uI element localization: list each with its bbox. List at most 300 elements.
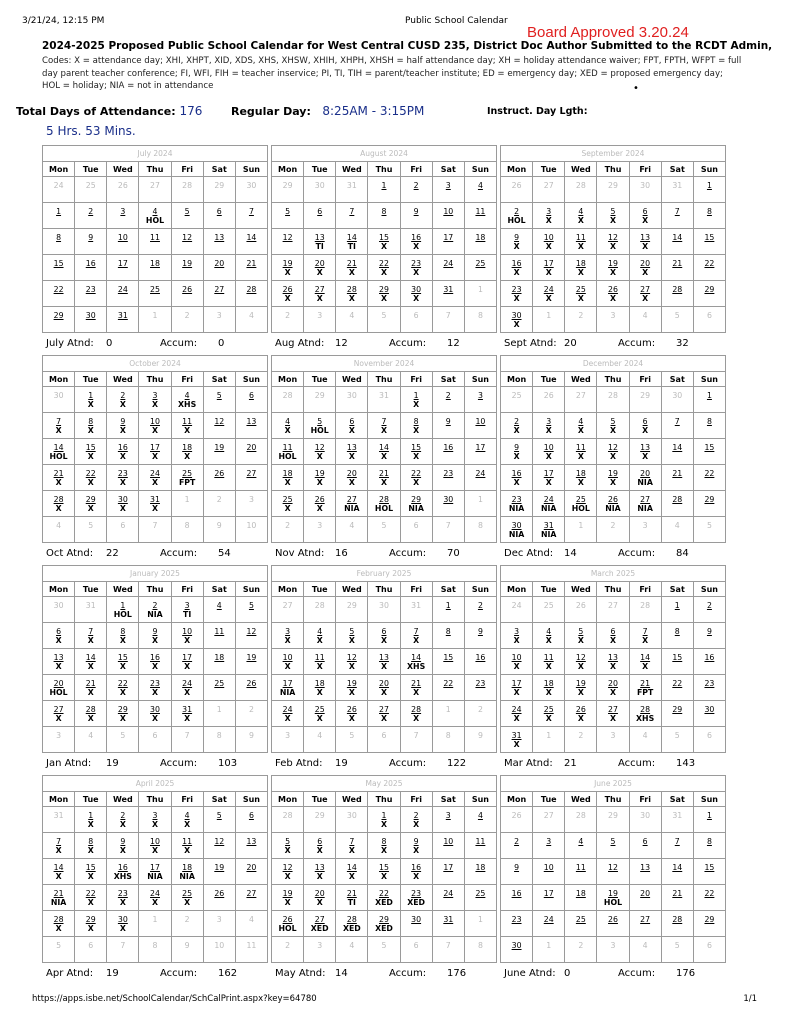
day-number: 28: [53, 915, 64, 924]
month-attendance-summary: [46, 548, 276, 562]
day-code: X: [87, 820, 94, 829]
day-cell: [597, 255, 629, 281]
day-cell: [565, 623, 597, 649]
day-code: XHS: [113, 872, 132, 881]
day-number: 4: [88, 731, 94, 740]
day-code: X: [577, 216, 584, 225]
day-number: 22: [443, 679, 454, 688]
day-number: 7: [120, 941, 126, 950]
day-cell: [43, 203, 75, 229]
day-number: 8: [56, 233, 62, 242]
day-cell: [139, 885, 171, 911]
day-number: 28: [608, 391, 618, 400]
week-row: [272, 597, 497, 623]
day-cell: [629, 177, 661, 203]
day-cell: [75, 675, 107, 701]
day-cell: [368, 597, 400, 623]
day-code: FPT: [636, 688, 654, 697]
atnd-value: 14: [564, 548, 577, 559]
weekday-header: Sun: [235, 582, 267, 597]
day-number: 27: [543, 811, 554, 820]
day-cell: [533, 885, 565, 911]
day-cell: [629, 439, 661, 465]
day-code: NIA: [344, 504, 360, 513]
accum-value: 122: [447, 758, 467, 769]
day-code: X: [284, 846, 291, 855]
day-cell: [629, 491, 661, 517]
day-code: X: [87, 478, 94, 487]
weekday-header: Tue: [304, 792, 336, 807]
day-number: 24: [543, 915, 554, 924]
month-grid: [271, 791, 497, 963]
day-cell: [432, 281, 464, 307]
day-number: 30: [150, 705, 160, 714]
day-code: X: [87, 400, 94, 409]
day-code: HOL: [571, 504, 590, 513]
month-name: October 2024: [42, 355, 268, 371]
day-cell: [235, 885, 267, 911]
day-cell: [533, 387, 565, 413]
day-number: 25: [475, 259, 486, 268]
day-cell: [75, 281, 107, 307]
day-cell: [432, 491, 464, 517]
week-row: [43, 517, 268, 543]
month-grid: [42, 581, 268, 753]
day-cell: [533, 859, 565, 885]
day-cell: [171, 885, 203, 911]
day-number: 5: [56, 941, 62, 950]
day-number: 15: [672, 653, 683, 662]
day-number: 2: [152, 601, 158, 610]
weekday-header: Fri: [171, 792, 203, 807]
week-row: [272, 859, 497, 885]
footer-page-number: 1/1: [743, 994, 757, 1004]
day-cell: [501, 203, 533, 229]
day-code: X: [577, 452, 584, 461]
day-number: 4: [349, 941, 355, 950]
day-cell: [501, 701, 533, 727]
day-number: 23: [475, 679, 486, 688]
day-number: 5: [674, 941, 680, 950]
day-cell: [171, 491, 203, 517]
regular-day-value: 8:25AM - 3:15PM: [322, 104, 425, 118]
day-number: 17: [511, 679, 522, 688]
day-number: 5: [248, 601, 254, 610]
day-number: 10: [117, 233, 128, 242]
day-cell: [597, 465, 629, 491]
day-cell: [629, 623, 661, 649]
day-number: 11: [150, 233, 160, 242]
day-cell: [43, 229, 75, 255]
day-number: 20: [640, 469, 651, 478]
day-code: X: [609, 426, 616, 435]
day-number: 6: [216, 207, 222, 216]
day-number: 14: [672, 863, 683, 872]
day-number: 17: [443, 863, 454, 872]
day-number: 13: [246, 417, 257, 426]
day-number: 7: [445, 521, 451, 530]
day-cell: [336, 649, 368, 675]
month-grid: [500, 791, 726, 963]
day-cell: [432, 937, 464, 963]
day-code: X: [316, 714, 323, 723]
day-number: 2: [413, 811, 419, 820]
day-number: 29: [704, 285, 715, 294]
day-number: 30: [411, 285, 422, 294]
day-cell: [203, 465, 235, 491]
day-cell: [139, 597, 171, 623]
day-number: 19: [214, 863, 225, 872]
day-number: 2: [120, 811, 126, 820]
day-number: 26: [511, 811, 522, 820]
weekday-header: Tue: [533, 162, 565, 177]
atnd-label: Feb Atnd:: [275, 758, 323, 769]
week-row: [501, 649, 726, 675]
day-number: 7: [349, 207, 355, 216]
day-number: 2: [413, 181, 419, 190]
day-cell: [597, 675, 629, 701]
atnd-value: 22: [106, 548, 119, 559]
day-cell: [139, 203, 171, 229]
day-cell: [336, 701, 368, 727]
day-number: 22: [85, 889, 96, 898]
day-cell: [693, 517, 725, 543]
day-cell: [400, 177, 432, 203]
day-cell: [235, 859, 267, 885]
day-code: X: [545, 478, 552, 487]
day-cell: [304, 413, 336, 439]
day-cell: [107, 859, 139, 885]
day-number: 5: [381, 311, 387, 320]
day-number: 24: [150, 889, 160, 898]
day-code: X: [513, 636, 520, 645]
day-code: X: [316, 268, 323, 277]
day-cell: [661, 203, 693, 229]
day-number: 8: [445, 627, 451, 636]
day-cell: [43, 491, 75, 517]
day-cell: [75, 255, 107, 281]
weekday-header: Sat: [432, 162, 464, 177]
day-number: 9: [120, 417, 126, 426]
day-number: 19: [282, 259, 293, 268]
weekday-header: Mon: [272, 372, 304, 387]
day-number: 11: [475, 837, 486, 846]
atnd-value: 19: [106, 758, 119, 769]
accum-label: Accum:: [160, 338, 198, 349]
day-number: 1: [674, 601, 680, 610]
day-cell: [235, 255, 267, 281]
day-code: X: [151, 504, 158, 513]
day-number: 28: [85, 705, 96, 714]
day-number: 16: [85, 259, 96, 268]
day-number: 14: [672, 443, 683, 452]
day-number: 4: [477, 181, 483, 190]
day-number: 11: [182, 417, 193, 426]
day-cell: [661, 885, 693, 911]
day-cell: [171, 229, 203, 255]
day-code: X: [513, 268, 520, 277]
day-number: 26: [117, 181, 128, 190]
day-cell: [75, 439, 107, 465]
day-number: 26: [575, 705, 586, 714]
day-cell: [400, 517, 432, 543]
weekday-header: Sun: [464, 372, 496, 387]
day-cell: [272, 281, 304, 307]
day-cell: [432, 255, 464, 281]
day-cell: [75, 623, 107, 649]
day-code: X: [545, 426, 552, 435]
day-code: NIA: [147, 610, 163, 619]
day-number: 2: [184, 311, 190, 320]
day-cell: [629, 413, 661, 439]
day-cell: [107, 623, 139, 649]
day-number: 25: [511, 391, 522, 400]
day-number: 22: [704, 259, 715, 268]
month-attendance-summary: [275, 758, 505, 772]
day-cell: [107, 229, 139, 255]
day-number: 13: [314, 233, 325, 242]
day-cell: [43, 307, 75, 333]
weekday-header: Thu: [597, 372, 629, 387]
day-cell: [629, 911, 661, 937]
day-number: 20: [314, 259, 325, 268]
day-number: 20: [346, 469, 357, 478]
day-cell: [203, 701, 235, 727]
day-number: 3: [152, 811, 158, 820]
day-cell: [43, 885, 75, 911]
day-cell: [533, 281, 565, 307]
day-cell: [693, 727, 725, 753]
day-cell: [501, 177, 533, 203]
day-code: X: [513, 320, 520, 329]
day-number: 4: [216, 601, 222, 610]
week-row: [272, 255, 497, 281]
day-code: X: [609, 216, 616, 225]
day-cell: [139, 649, 171, 675]
month-calendar: [271, 355, 497, 543]
day-code: X: [316, 294, 323, 303]
day-number: 14: [85, 653, 96, 662]
day-cell: [533, 623, 565, 649]
day-code: X: [151, 636, 158, 645]
day-code: X: [642, 452, 649, 461]
day-number: 12: [575, 653, 586, 662]
day-number: 5: [674, 731, 680, 740]
day-cell: [501, 597, 533, 623]
day-cell: [139, 413, 171, 439]
day-cell: [629, 701, 661, 727]
day-cell: [693, 649, 725, 675]
day-number: 4: [578, 207, 584, 216]
day-cell: [693, 229, 725, 255]
accum-value: 84: [676, 548, 689, 559]
day-cell: [171, 859, 203, 885]
day-cell: [565, 229, 597, 255]
day-cell: [693, 413, 725, 439]
day-number: 14: [346, 863, 357, 872]
day-number: 8: [674, 627, 680, 636]
accum-value: 162: [218, 968, 238, 979]
day-cell: [235, 307, 267, 333]
day-number: 20: [214, 259, 225, 268]
day-code: X: [284, 294, 291, 303]
day-cell: [464, 465, 496, 491]
accum-value: 143: [676, 758, 696, 769]
day-cell: [304, 517, 336, 543]
day-code: X: [184, 820, 191, 829]
day-number: 25: [543, 601, 554, 610]
day-cell: [139, 675, 171, 701]
day-cell: [533, 465, 565, 491]
week-row: [501, 727, 726, 753]
day-number: 7: [642, 627, 648, 636]
day-number: 28: [640, 705, 651, 714]
day-number: 30: [85, 311, 96, 320]
day-code: X: [184, 714, 191, 723]
day-cell: [171, 649, 203, 675]
day-number: 16: [704, 653, 715, 662]
day-number: 3: [248, 495, 254, 504]
weekday-header: Wed: [565, 792, 597, 807]
day-cell: [565, 255, 597, 281]
week-row: [501, 517, 726, 543]
weekday-header: Mon: [43, 582, 75, 597]
day-number: 29: [704, 915, 715, 924]
day-number: 1: [413, 391, 419, 400]
week-row: [43, 203, 268, 229]
day-cell: [235, 203, 267, 229]
day-cell: [304, 281, 336, 307]
weekday-header: Wed: [336, 372, 368, 387]
week-row: [43, 807, 268, 833]
day-cell: [107, 307, 139, 333]
day-number: 10: [150, 837, 160, 846]
month-calendar: [271, 145, 497, 333]
total-days-label: Total Days of Attendance:: [16, 105, 176, 118]
weekday-header: Thu: [368, 792, 400, 807]
day-cell: [400, 281, 432, 307]
day-cell: [203, 387, 235, 413]
day-code: X: [119, 898, 126, 907]
day-cell: [336, 281, 368, 307]
month-name: August 2024: [271, 145, 497, 161]
day-number: 29: [411, 495, 422, 504]
day-cell: [501, 675, 533, 701]
day-cell: [139, 229, 171, 255]
day-code: X: [119, 714, 126, 723]
day-cell: [629, 807, 661, 833]
day-cell: [43, 911, 75, 937]
week-row: [272, 465, 497, 491]
day-number: 31: [443, 915, 454, 924]
day-cell: [629, 203, 661, 229]
day-cell: [368, 807, 400, 833]
day-cell: [400, 491, 432, 517]
day-code: X: [513, 662, 520, 671]
day-number: 1: [381, 181, 387, 190]
day-number: 2: [514, 837, 520, 846]
day-code: X: [55, 924, 62, 933]
day-code: X: [316, 688, 323, 697]
day-code: X: [413, 688, 420, 697]
day-cell: [533, 203, 565, 229]
day-code: X: [348, 294, 355, 303]
accum-value: 54: [218, 548, 231, 559]
day-cell: [43, 675, 75, 701]
day-code: X: [577, 294, 584, 303]
day-code: X: [119, 400, 126, 409]
week-row: [501, 413, 726, 439]
day-cell: [432, 177, 464, 203]
day-code: X: [87, 924, 94, 933]
day-cell: [661, 439, 693, 465]
day-number: 10: [543, 233, 554, 242]
week-row: [43, 597, 268, 623]
week-row: [272, 727, 497, 753]
day-cell: [368, 413, 400, 439]
day-cell: [501, 859, 533, 885]
accum-value: 0: [218, 338, 225, 349]
day-code: X: [87, 714, 94, 723]
day-code: X: [316, 846, 323, 855]
day-code: X: [609, 478, 616, 487]
day-number: 28: [314, 601, 325, 610]
day-cell: [693, 597, 725, 623]
day-number: 3: [120, 207, 126, 216]
day-number: 2: [578, 311, 584, 320]
day-cell: [533, 491, 565, 517]
day-number: 7: [413, 731, 419, 740]
accum-label: Accum:: [618, 758, 656, 769]
day-number: 6: [413, 941, 419, 950]
day-number: 3: [184, 601, 190, 610]
day-cell: [43, 255, 75, 281]
day-number: 26: [608, 915, 618, 924]
day-cell: [693, 911, 725, 937]
day-cell: [693, 281, 725, 307]
day-cell: [629, 859, 661, 885]
day-cell: [235, 807, 267, 833]
day-number: 7: [381, 417, 387, 426]
day-number: 27: [282, 601, 293, 610]
day-number: 2: [285, 941, 291, 950]
day-cell: [203, 885, 235, 911]
day-cell: [432, 203, 464, 229]
weekday-header: Tue: [304, 162, 336, 177]
day-cell: [565, 675, 597, 701]
day-cell: [139, 807, 171, 833]
day-code: X: [184, 662, 191, 671]
day-cell: [501, 727, 533, 753]
weekday-header: Sun: [235, 162, 267, 177]
day-number: 15: [53, 259, 64, 268]
day-cell: [533, 701, 565, 727]
day-cell: [171, 623, 203, 649]
day-number: 16: [411, 233, 422, 242]
day-number: 21: [640, 679, 651, 688]
accum-value: 103: [218, 758, 238, 769]
day-code: X: [413, 268, 420, 277]
day-number: 6: [642, 207, 648, 216]
day-cell: [235, 281, 267, 307]
month-grid: [271, 161, 497, 333]
day-code: NIA: [605, 504, 621, 513]
weekday-header: Tue: [533, 792, 565, 807]
day-number: 8: [88, 837, 94, 846]
day-number: 18: [575, 469, 586, 478]
week-row: [501, 387, 726, 413]
day-cell: [304, 387, 336, 413]
